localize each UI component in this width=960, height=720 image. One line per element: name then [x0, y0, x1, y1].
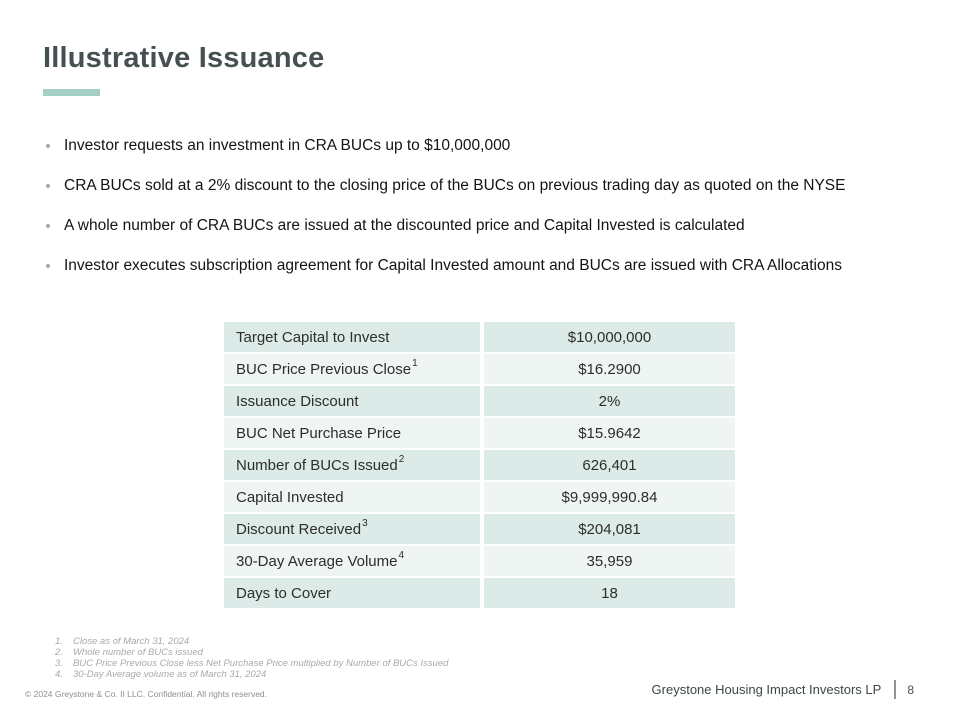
table-row: [224, 354, 735, 384]
table-row: [224, 514, 735, 544]
copyright-text: © 2024 Greystone & Co. II LLC. Confidential. All rights reserved.: [25, 689, 268, 699]
footnotes: [55, 636, 448, 680]
footnote-text: Close as of March 31, 2024: [73, 636, 190, 647]
bullet-text: Investor requests an investment in CRA BUCs up to $10,000,000: [64, 137, 511, 154]
bullet-item: [43, 255, 891, 277]
footnote-text: Whole number of BUCs issued: [73, 647, 203, 658]
row-label-text: BUC Price Previous Close: [236, 360, 412, 378]
row-value: 2%: [484, 386, 735, 416]
row-label: [224, 482, 480, 512]
row-label: [224, 322, 480, 352]
row-label: [224, 578, 480, 608]
footnote-number: 3.: [55, 658, 63, 669]
footnote-number: 4.: [55, 669, 63, 680]
bullet-list: [43, 135, 891, 295]
row-label: [224, 418, 480, 448]
row-label-text: Capital Invested: [236, 488, 344, 506]
bullet-text: A whole number of CRA BUCs are issued at the discounted price and Capital Invested is calculated: [64, 217, 745, 234]
table-row: [224, 482, 735, 512]
bullet-item: [43, 135, 891, 157]
footnote-number: 1.: [55, 636, 63, 647]
row-label-text: Target Capital to Invest: [236, 328, 390, 346]
issuance-table: [224, 322, 735, 610]
bullet-marker: [46, 224, 50, 228]
row-value: $9,999,990.84: [484, 482, 735, 512]
bullet-marker: [46, 184, 50, 188]
table-row: [224, 546, 735, 576]
bullet-item: [43, 175, 891, 197]
row-label: Discount Received $^3$: [224, 514, 480, 544]
footnote-number: 2.: [55, 647, 63, 658]
row-value: $10,000,000: [484, 322, 735, 352]
row-label: Number of BUCs Issued $^2$: [224, 450, 480, 480]
row-label: [224, 386, 480, 416]
page-number: 8: [907, 682, 914, 697]
title-accent-bar: [43, 89, 100, 96]
row-label-text: BUC Net Purchase Price: [236, 424, 402, 442]
row-value: 626,401: [484, 450, 735, 480]
row-label-text: Days to Cover: [236, 584, 332, 602]
bullet-marker: [46, 144, 50, 148]
table-row: [224, 450, 735, 480]
row-label-text: Discount Received: [236, 520, 362, 538]
row-label-text: 30-Day Average Volume: [236, 552, 398, 570]
table-row: [224, 418, 735, 448]
row-value: 18: [484, 578, 735, 608]
table-row: [224, 322, 735, 352]
bullet-text: CRA BUCs sold at a 2% discount to the closing price of the BUCs on previous trading day as quoted on the NYSE: [64, 177, 846, 194]
row-label: BUC Price Previous Close $^1$: [224, 354, 480, 384]
bullet-item: [43, 215, 891, 237]
footnote-text: BUC Price Previous Close less Net Purchase Price multiplied by Number of BUCs Issued: [73, 658, 449, 669]
bullet-text: Investor executes subscription agreement for Capital Invested amount and BUCs are issued with CRA Allocations: [64, 257, 842, 274]
row-value: $15.9642: [484, 418, 735, 448]
page-title: Illustrative Issuance: [43, 42, 325, 74]
table-row: [224, 578, 735, 608]
footnote-item: [55, 647, 448, 658]
footnote-item: [55, 636, 448, 647]
table-row: [224, 386, 735, 416]
row-value: $204,081: [484, 514, 735, 544]
row-label: 30-Day Average Volume $^4$: [224, 546, 480, 576]
footer-company-name: Greystone Housing Impact Investors LP: [651, 682, 882, 697]
footnote-item: [55, 658, 448, 669]
row-label-text: Issuance Discount: [236, 392, 359, 410]
footer-right: [652, 679, 914, 700]
row-label-text: Number of BUCs Issued: [236, 456, 398, 474]
footer-divider: [894, 680, 896, 699]
footnote-item: [55, 669, 448, 680]
footnote-text: 30-Day Average volume as of March 31, 2024: [73, 669, 267, 680]
row-value: $16.2900: [484, 354, 735, 384]
row-value: 35,959: [484, 546, 735, 576]
bullet-marker: [46, 264, 50, 268]
